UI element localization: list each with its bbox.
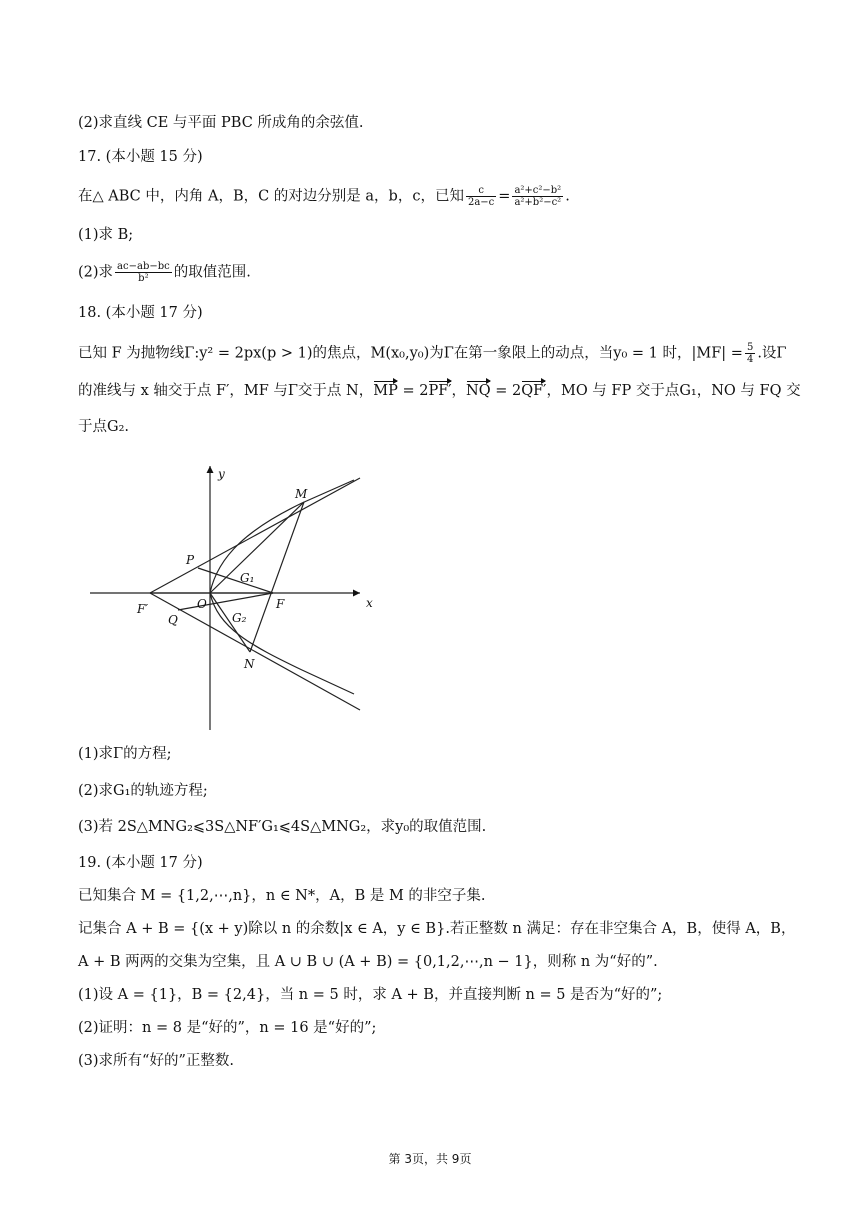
- q17-fraction-2-den: a²+b²−c²: [514, 197, 562, 208]
- segment-mn: [250, 502, 304, 652]
- q18-mf-num: 5: [746, 342, 754, 353]
- q17-fraction-1: [466, 185, 496, 208]
- q17-part2-den: b²: [138, 273, 149, 284]
- label-O: O: [197, 597, 207, 611]
- q17-part2: [78, 261, 800, 284]
- label-x: x: [366, 596, 373, 610]
- q17-fraction-1-den: 2a−c: [467, 197, 495, 208]
- q17-part2-prefix: (2)求: [78, 264, 114, 281]
- vector-nq: NQ: [466, 380, 491, 402]
- q19-line3: A + B 两两的交集为空集，且 A ∪ B ∪ (A + B) = {0,1,2,⋯,n − 1}，则称 n 为“好的”.: [78, 954, 658, 970]
- segment-mo: [210, 502, 304, 593]
- q19-line1: 已知集合 M = {1,2,⋯,n}，n ∈ N*，A，B 是 M 的非空子集.: [78, 888, 486, 904]
- tangent-upper: [150, 478, 360, 593]
- q19-part3: (3)求所有“好的”正整数.: [78, 1053, 234, 1069]
- q17-fraction-2-num: a²+c²−b²: [514, 185, 562, 196]
- label-G2: G₂: [232, 611, 247, 625]
- q18-line2: [78, 380, 800, 402]
- q18-part3: (3)若 2S△MNG₂⩽3S△NF′G₁⩽4S△MNG₂，求y₀的取值范围.: [78, 819, 487, 835]
- label-N: N: [244, 657, 255, 671]
- q18-part1: (1)求Γ的方程;: [78, 746, 172, 762]
- vector-mp: MP: [373, 380, 398, 402]
- page-footer: 第 3页，共 9页: [388, 1152, 472, 1166]
- q18-eq2: = 2: [490, 383, 522, 399]
- q17-stem: [78, 185, 800, 208]
- q18-line3: 于点G₂.: [78, 419, 130, 435]
- label-M: M: [295, 487, 308, 501]
- q17-stem-text: 在△ ABC 中，内角 A，B，C 的对边分别是 a，b，c，已知: [78, 188, 464, 205]
- q18-line2-end: ，MO 与 FP 交于点G₁，NO 与 FQ 交: [546, 383, 801, 399]
- q18-mf-den: 4: [746, 354, 754, 365]
- label-Q: Q: [168, 613, 178, 627]
- label-G1: G₁: [240, 571, 255, 585]
- q19-line2: 记集合 A + B = {(x + y)除以 n 的余数|x ∈ A，y ∈ B}.若正整数 n 满足：存在非空集合 A，B，使得 A，B，: [78, 921, 796, 937]
- q18-header: 18. (本小题 17 分): [78, 305, 203, 321]
- parabola-upper: [210, 480, 354, 593]
- q18-eq1: = 2: [397, 383, 429, 399]
- q18-line1: [78, 342, 800, 365]
- segment-fp: [198, 568, 273, 593]
- q19-header: 19. (本小题 17 分): [78, 855, 203, 871]
- q18-mf-fraction: [745, 342, 755, 365]
- label-Fprime: F′: [137, 602, 149, 616]
- q19-part1: (1)设 A = {1}，B = {2,4}，当 n = 5 时，求 A + B，并直接判断 n = 5 是否为“好的”;: [78, 987, 663, 1003]
- vector-qf: QF′: [521, 380, 546, 402]
- segment-fq: [178, 593, 273, 610]
- q17-part2-num: ac−ab−bc: [117, 261, 170, 272]
- label-F: F: [276, 597, 285, 611]
- q18-line1-text: 已知 F 为抛物线Γ:y² = 2px(p > 1)的焦点，M(x₀,y₀)为Γ在第一象限上的动点，当y₀ = 1 时，|MF| =: [78, 345, 743, 362]
- q19-part2: (2)证明：n = 8 是“好的”，n = 16 是“好的”;: [78, 1020, 377, 1036]
- q18-comma: ，: [451, 383, 467, 399]
- label-y: y: [218, 467, 225, 481]
- label-P: P: [186, 553, 195, 567]
- parabola-figure: [90, 460, 390, 735]
- tangent-lower: [150, 593, 360, 710]
- q17-part2-fraction: [115, 261, 172, 284]
- q17-part1: (1)求 B;: [78, 227, 134, 243]
- q17-fraction-1-num: c: [466, 185, 496, 197]
- q18-part2: (2)求G₁的轨迹方程;: [78, 783, 208, 799]
- q18-line1-end: .设Γ: [757, 345, 787, 362]
- q17-part2-suffix: 的取值范围.: [173, 264, 251, 281]
- vector-pf: PF′: [428, 380, 451, 402]
- q17-equals: =: [498, 188, 511, 205]
- q16-part2: (2)求直线 CE 与平面 PBC 所成角的余弦值.: [78, 115, 364, 131]
- q17-period: .: [565, 188, 570, 205]
- q17-header: 17. (本小题 15 分): [78, 149, 203, 165]
- q17-fraction-2: [512, 185, 563, 208]
- q18-line2-text: 的准线与 x 轴交于点 F′，MF 与Γ交于点 N，: [78, 383, 374, 399]
